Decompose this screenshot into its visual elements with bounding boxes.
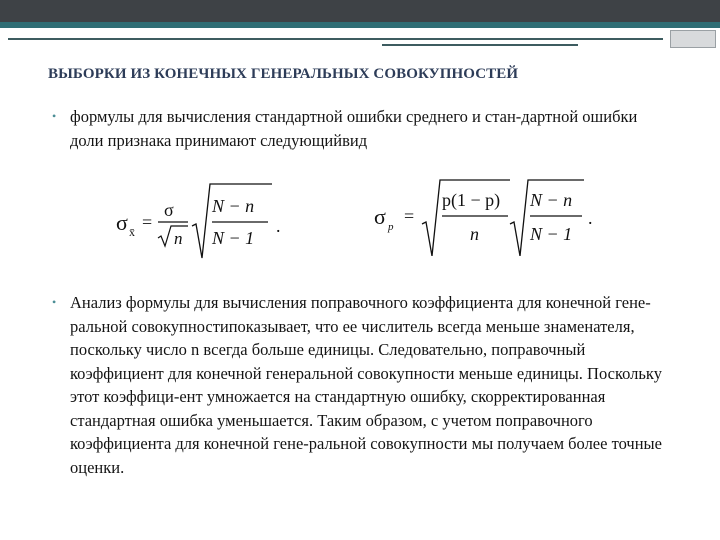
- title-rule-short: [382, 44, 578, 46]
- formula-fraction-numerator: N − n: [212, 196, 255, 216]
- formula-equals: =: [404, 206, 415, 226]
- formula-numerator: p(1 − p): [442, 190, 501, 210]
- formula-numerator: σ: [164, 200, 174, 220]
- formula-sigma: σ: [374, 204, 386, 229]
- formula-proportion-standard-error: [372, 176, 622, 261]
- formula-fraction-numerator: N − n: [530, 190, 573, 210]
- formula-trailing: .: [276, 216, 281, 236]
- formula-subscript: p: [388, 221, 394, 233]
- header-bar: [0, 0, 720, 22]
- formula-fraction-denominator: N − 1: [212, 228, 255, 248]
- bullet-marker: •: [52, 295, 57, 309]
- bullet-item: [52, 105, 664, 152]
- bullet-text: Анализ формулы для вычисления поправочного коэффициента для конечной гене-ральной совокупностипоказывает, что ее числитель всегда меньше знаменателя, поскольку число n всегда больше единицы. Следовательно, поправочный коэффициент для конечной генеральной совокупности меньше единицы. Поскольку этот коэффици-ент умножается на стандартную ошибку, скорректированная стандартная ошибка уменьшается. Таким образом, с учетом поправочного коэффициента для конечной гене-ральной совокупности мы получаем более точные оценки.: [70, 293, 662, 477]
- corner-box: [670, 30, 716, 48]
- bullet-text: формулы для вычисления стандартной ошибки среднего и стан-дартной ошибки доли признака принимают следующийвид: [70, 107, 638, 150]
- bullet-item: [52, 291, 664, 479]
- formula-denominator: n: [174, 229, 183, 248]
- formula-denominator: n: [470, 224, 479, 244]
- formula-fraction-denominator: N − 1: [530, 224, 573, 244]
- formula-subscript: x̄: [129, 225, 135, 239]
- formula-trailing: .: [588, 208, 593, 228]
- bullet-marker: •: [52, 109, 57, 123]
- slide-title: ВЫБОРКИ ИЗ КОНЕЧНЫХ ГЕНЕРАЛЬНЫХ СОВОКУПНОСТЕЙ: [48, 66, 519, 82]
- title-rule-long: [8, 38, 663, 40]
- formula-sigma: σ: [116, 210, 128, 235]
- header-accent-stripe: [0, 22, 720, 28]
- formula-mean-standard-error: [112, 180, 292, 265]
- formula-equals: =: [142, 212, 153, 232]
